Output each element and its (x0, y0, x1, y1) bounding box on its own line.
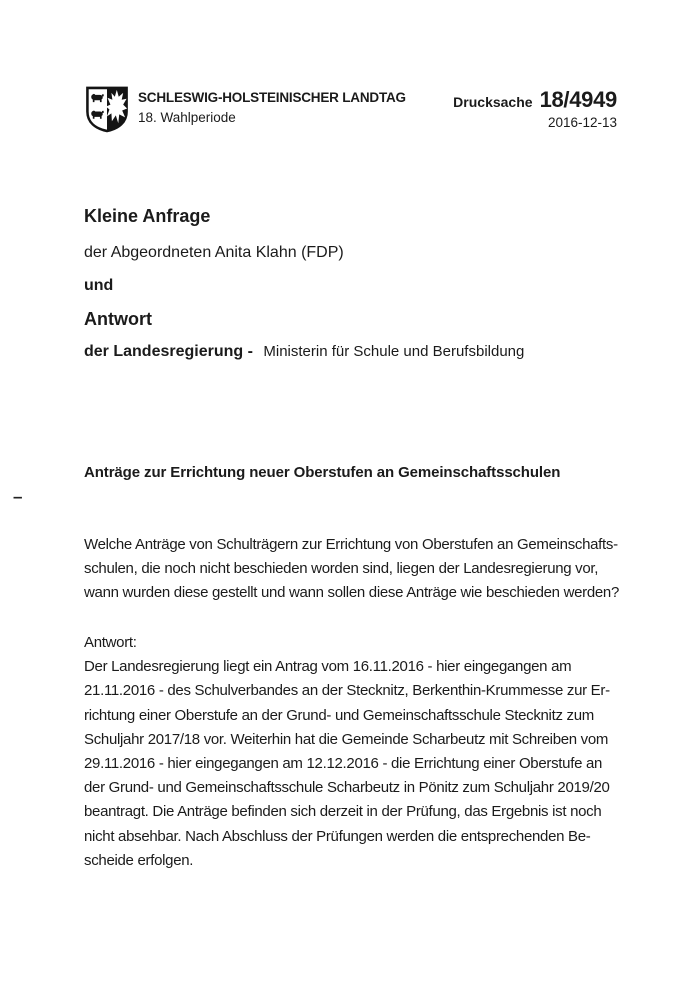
answer-line: der Grund- und Gemeinschaftsschule Scharbeutz in Pönitz zum Schuljahr 2019/20 (84, 779, 610, 797)
schleswig-holstein-coat-of-arms-icon (84, 86, 130, 133)
conjunction: und (84, 277, 114, 294)
answer-label: Antwort: (84, 634, 137, 651)
answer-paragraph (84, 631, 680, 873)
fold-mark: – (13, 487, 23, 506)
question-paragraph (84, 533, 680, 606)
header-left-block (138, 90, 406, 125)
question-line: schulen, die noch nicht beschieden worden sind, liegen der Landesregierung vor, (84, 560, 599, 578)
answer-line: 29.11.2016 - hier eingegangen am 12.12.2016 - die Errichtung einer Oberstufe an (84, 754, 603, 772)
request-author: der Abgeordneten Anita Klahn (FDP) (84, 244, 344, 261)
request-title: Kleine Anfrage (84, 206, 211, 226)
answer-line: 21.11.2016 - des Schulverbandes an der Stecknitz, Berkenthin-Krummesse zur Er- (84, 682, 610, 700)
answer-line: richtung einer Oberstufe an der Grund- und Gemeinschaftsschule Stecknitz zum (84, 706, 594, 724)
answer-line: scheide erfolgen. (84, 851, 194, 869)
question-line: wann wurden diese gestellt und wann sollen diese Anträge wie beschieden werden? (84, 584, 620, 602)
document-number-line (453, 87, 617, 113)
answer-line: nicht absehbar. Nach Abschluss der Prüfungen werden die entsprechenden Be- (84, 827, 591, 845)
answer-author-line (84, 343, 524, 361)
document-number: 18/4949 (539, 87, 617, 112)
legislative-term: 18. Wahlperiode (138, 110, 236, 125)
parliament-name: SCHLESWIG-HOLSTEINISCHER LANDTAG (138, 90, 406, 105)
question-line: Welche Anträge von Schulträgern zur Errichtung von Oberstufen an Gemeinschafts- (84, 536, 618, 553)
answer-author-bold: der Landesregierung - (84, 343, 253, 360)
document-date: 2016-12-13 (547, 115, 617, 130)
answer-title: Antwort (84, 309, 152, 329)
answer-line: Schuljahr 2017/18 vor. Weiterhin hat die Gemeinde Scharbeutz mit Schreiben vom (84, 730, 609, 748)
answer-author-ministry: Ministerin für Schule und Berufsbildung (263, 343, 525, 360)
document-type-label: Drucksache (453, 94, 533, 110)
answer-line: Der Landesregierung liegt ein Antrag vom 16.11.2016 - hier eingegangen am (84, 658, 572, 676)
answer-line: beantragt. Die Anträge befinden sich derzeit in der Prüfung, das Ergebnis ist noch (84, 803, 602, 821)
subject-heading: Anträge zur Errichtung neuer Oberstufen an Gemeinschaftsschulen (84, 464, 561, 481)
header-right-block (453, 87, 617, 130)
document-header (84, 86, 617, 133)
